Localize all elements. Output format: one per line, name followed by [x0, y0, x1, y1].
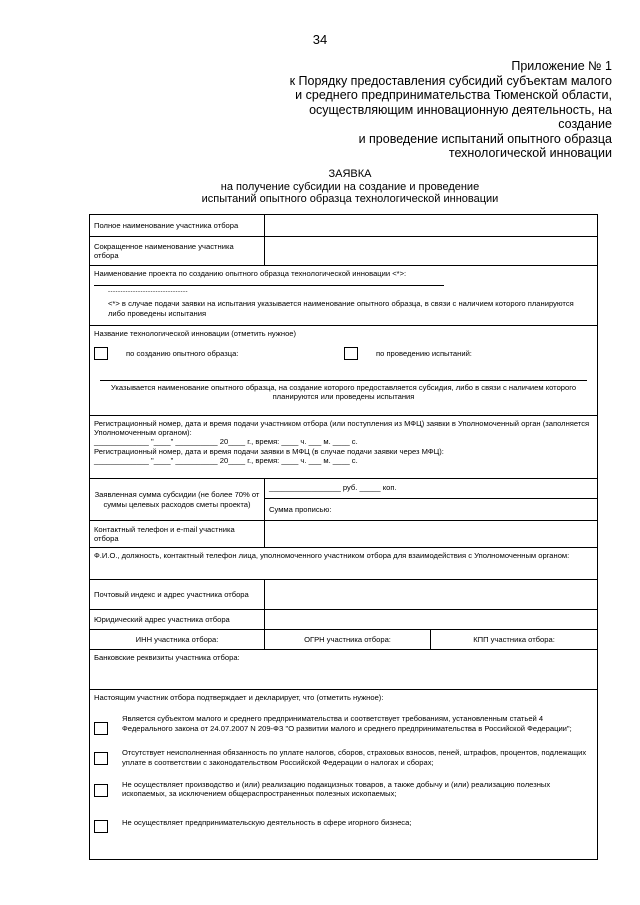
- table-row: [90, 650, 598, 690]
- appendix-line: осуществляющим инновационную деятельность, на создание: [309, 102, 612, 131]
- declaration-item: [94, 748, 593, 766]
- bank-details-cell[interactable]: Банковские реквизиты участника отбора:: [90, 650, 598, 690]
- declaration-label: Настоящим участник отбора подтверждает и декларирует, что (отметить нужное):: [94, 693, 384, 703]
- table-row: [90, 548, 598, 580]
- checkbox-no-excise[interactable]: [94, 784, 108, 797]
- declaration-item: [94, 714, 593, 735]
- footnote-separator: --------------------------------: [108, 289, 188, 296]
- project-name-label: Наименование проекта по созданию опытного образца технологической инновации <*>:: [94, 269, 407, 278]
- appendix-title: Приложение № 1: [511, 59, 612, 73]
- fill-line: [94, 281, 444, 286]
- appendix-line: к Порядку предоставления субсидий субъектам малого: [289, 73, 612, 88]
- contacts-label: Контактный телефон и e-mail участника отбора: [90, 521, 265, 548]
- full-name-label: Полное наименование участника отбора: [90, 215, 265, 237]
- contacts-field[interactable]: [265, 521, 598, 548]
- table-row: [90, 326, 598, 416]
- table-row: [90, 215, 598, 237]
- subsidy-fields: [265, 479, 598, 521]
- appendix-line: и среднего предпринимательства Тюменской области,: [295, 88, 612, 102]
- option-testing-label: по проведению испытаний:: [376, 349, 472, 359]
- kpp-field[interactable]: КПП участника отбора:: [431, 630, 598, 650]
- innovation-label: Название технологической инновации (отметить нужное): [94, 329, 297, 338]
- table-row: [90, 630, 598, 650]
- appendix-line: технологической инновации: [448, 146, 612, 160]
- footnote-text: <*> в случае подачи заявки на испытания указывается наименование опытного образца, в связи с наличием которого планируются либо проведены испытания: [108, 299, 574, 318]
- declaration-cell: [90, 690, 598, 860]
- postal-field[interactable]: [265, 580, 598, 610]
- declaration-text: Не осуществляет предпринимательскую деятельность в сфере игорного бизнеса;: [122, 818, 412, 828]
- appendix-line: и проведение испытаний опытного образца: [358, 131, 612, 146]
- document-title: ЗАЯВКА: [328, 168, 372, 180]
- registration-fill: _____________ "____" __________ 20____ г., время: ____ ч. ___ м. ____ с.: [94, 455, 358, 465]
- ogrn-field[interactable]: ОГРН участника отбора:: [265, 630, 431, 650]
- innovation-note: Указывается наименование опытного образца, на создание которого предоставляется субсидия, либо в связи с наличием которого планируются или проведены испытания: [110, 383, 577, 402]
- declaration-text: Является субъектом малого и среднего предпринимательства и соответствует требованиям, установленным статьей 4 Федерального закона от 24.07.2007 N 209-ФЗ "О развитии малого и среднего предпринимательства в Российской Федерации";: [122, 714, 572, 733]
- checkbox-no-gambling[interactable]: [94, 820, 108, 833]
- declaration-text: Отсутствует неисполненная обязанность по уплате налогов, сборов, страховых взносов, пеней, штрафов, процентов, подлежащих уплате в соответствии с законодательством Российской Федерации о налогах и сборах;: [122, 748, 587, 767]
- declaration-item: [94, 818, 593, 833]
- document-subtitle: на получение субсидии на создание и проведение: [220, 180, 480, 193]
- full-name-field[interactable]: [265, 215, 598, 237]
- subsidy-label: Заявленная сумма субсидии (не более 70% от суммы целевых расходов сметы проекта): [90, 479, 265, 521]
- short-name-label: Сокращенное наименование участника отбора: [90, 237, 265, 266]
- inn-field[interactable]: ИНН участника отбора:: [90, 630, 265, 650]
- checkbox-no-tax-debt[interactable]: [94, 752, 108, 765]
- postal-label: Почтовый индекс и адрес участника отбора: [90, 580, 265, 610]
- document-subtitle: испытаний опытного образца технологической инновации: [201, 193, 499, 205]
- innovation-cell: [90, 326, 598, 416]
- registration-line: Регистрационный номер, дата и время подачи заявки в МФЦ (в случае подачи заявки через МФЦ):: [94, 446, 444, 456]
- short-name-field[interactable]: [265, 237, 598, 266]
- contact-person-cell[interactable]: Ф.И.О., должность, контактный телефон лица, уполномоченного участником отбора для взаимодействия с Уполномоченным органом:: [90, 548, 598, 580]
- registration-line: Регистрационный номер, дата и время подачи участником отбора (или поступления из МФЦ) заявки в Уполномоченный орган (заполняется Уполномоченным органом):: [94, 419, 590, 438]
- appendix-header: [252, 59, 612, 161]
- subsidy-rub-field[interactable]: _________________ руб. _____ коп.: [265, 479, 597, 499]
- declaration-item: [94, 780, 593, 798]
- registration-fill: _____________ "____" __________ 20____ г., время: ____ ч. ___ м. ____ с.: [94, 437, 358, 447]
- table-row: [90, 479, 598, 521]
- page-number: 34: [312, 32, 328, 47]
- project-name-cell[interactable]: [90, 266, 598, 326]
- checkbox-creation[interactable]: [94, 347, 108, 360]
- checkbox-sme[interactable]: [94, 722, 108, 735]
- legal-address-field[interactable]: [265, 610, 598, 630]
- innovation-options: [94, 347, 593, 360]
- table-row: [90, 610, 598, 630]
- registration-cell: [90, 416, 598, 479]
- table-row: [90, 266, 598, 326]
- option-creation-label: по созданию опытного образца:: [126, 349, 239, 359]
- legal-address-label: Юридический адрес участника отбора: [90, 610, 265, 630]
- table-row: [90, 580, 598, 610]
- application-form: [89, 214, 598, 860]
- table-row: [90, 416, 598, 479]
- fill-line: [100, 380, 587, 381]
- table-row: [90, 237, 598, 266]
- checkbox-testing[interactable]: [344, 347, 358, 360]
- subsidy-words-field[interactable]: Сумма прописью:: [269, 505, 332, 514]
- document-heading: [0, 168, 640, 206]
- declaration-text: Не осуществляет производство и (или) реализацию подакцизных товаров, а также добычу и (или) реализацию полезных ископаемых, за исключением общераспространенных полезных ископаемых;: [122, 779, 551, 799]
- table-row: [90, 521, 598, 548]
- table-row: [90, 690, 598, 860]
